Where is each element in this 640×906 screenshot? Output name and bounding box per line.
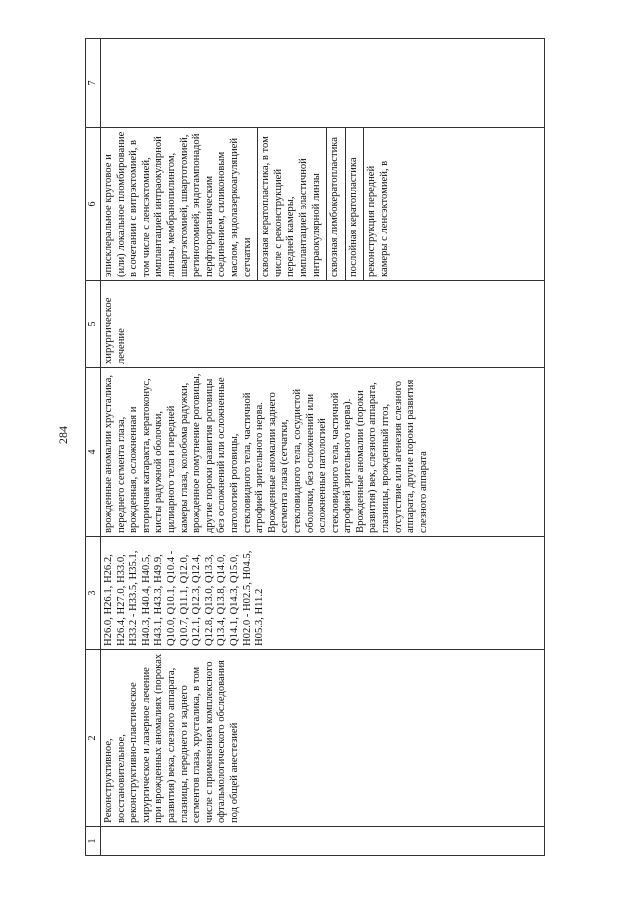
cell-patient-model: врожденные аномалии хрусталика, переднего сегмента глаза, врожденная, осложненная и вторичная катаракта, кератоконус, кисты радужной оболочки, цилиарного тела и передней камеры глаза, колобома радужки, врожденное помутнение роговицы, другие пороки развития роговицы без осложнений или осложненные патологией роговицы, стекловидного тела, частичной атрофией зрительного нерва. Врожденные аномалии заднего сегмента глаза (сетчатки, стекловидного тела, сосудистой оболочки, без осложнений или осложненные патологией стекловидного тела, частичной атрофией зрительного нерва). Врожденные аномалии (пороки развития) век, слезного аппарата, глазницы, врожденный птоз, отсутствие или агенезия слезного аппарата, другие пороки развития слезного аппарата <box>101 368 545 537</box>
cell-treatment-methods <box>101 128 545 281</box>
method-item: сквозная кератопластика, в том числе с реконструкцией передней камеры, имплантацией эластичной интраокулярной линзы <box>257 128 323 280</box>
column-header-3: 3 <box>86 537 101 650</box>
column-header-7: 7 <box>86 39 101 128</box>
table-row <box>101 39 545 856</box>
method-item: сквозная лимбокератопластика <box>326 128 342 280</box>
method-item: эписклеральное круговое и (или) локальное пломбирование в сочетании с витрэктомией, в том числе с ленсэктомией, имплантацией интраокулярной линзы, мембранопилингом, швартэктомией, швартотомией, ретинотомией, эндотампонадой перфторорганическим соединением, силиконовым маслом, эндолазеркоагуляцией сетчатки <box>103 131 253 277</box>
table-header-row <box>86 39 101 856</box>
cell-icd-codes: Н26.0, Н26.1, Н26.2, Н26.4, Н27.0, Н33.0, Н33.2 - Н33.5, Н35.1, Н40.3, Н40.4, Н40.5, Н43.1, Н43.3, Н49.9, Q10.0, Q10.1, Q10.4 - Q10.7, Q11.1, Q12.0, Q12.1, Q12.3, Q12.4, Q12.8, Q13.0, Q13.3, Q13.4, Q13.8, Q14.0, Q14.1, Q14.3, Q15.0, Н02.0 - Н02.5, Н04.5, Н05.3, Н11.2 <box>101 537 545 650</box>
rotated-table-wrapper <box>85 46 545 856</box>
column-header-4: 4 <box>86 368 101 537</box>
cell-number <box>101 827 545 856</box>
page-number: 284 <box>56 426 70 444</box>
method-item: реконструкция передней камеры с ленсэктомией, в <box>363 128 391 280</box>
column-header-5: 5 <box>86 281 101 368</box>
procedures-table <box>85 38 545 856</box>
column-header-2: 2 <box>86 650 101 827</box>
cell-treatment-type: Реконструктивное, восстановительное, реконструктивно-пластическое хирургическое и лазерное лечение при врожденных аномалиях (пороках развития) века, слезного аппарата, глазницы, переднего и заднего сегментов глаза, хрусталика, в том числе с применением комплексного офтальмологического обследования под общей анестезией <box>101 650 545 827</box>
column-header-1: 1 <box>86 827 101 856</box>
column-header-6: 6 <box>86 128 101 281</box>
cell-cost <box>101 39 545 128</box>
method-item: послойная кератопластика <box>345 128 361 280</box>
cell-treatment-kind: хирургическое лечение <box>101 281 545 368</box>
